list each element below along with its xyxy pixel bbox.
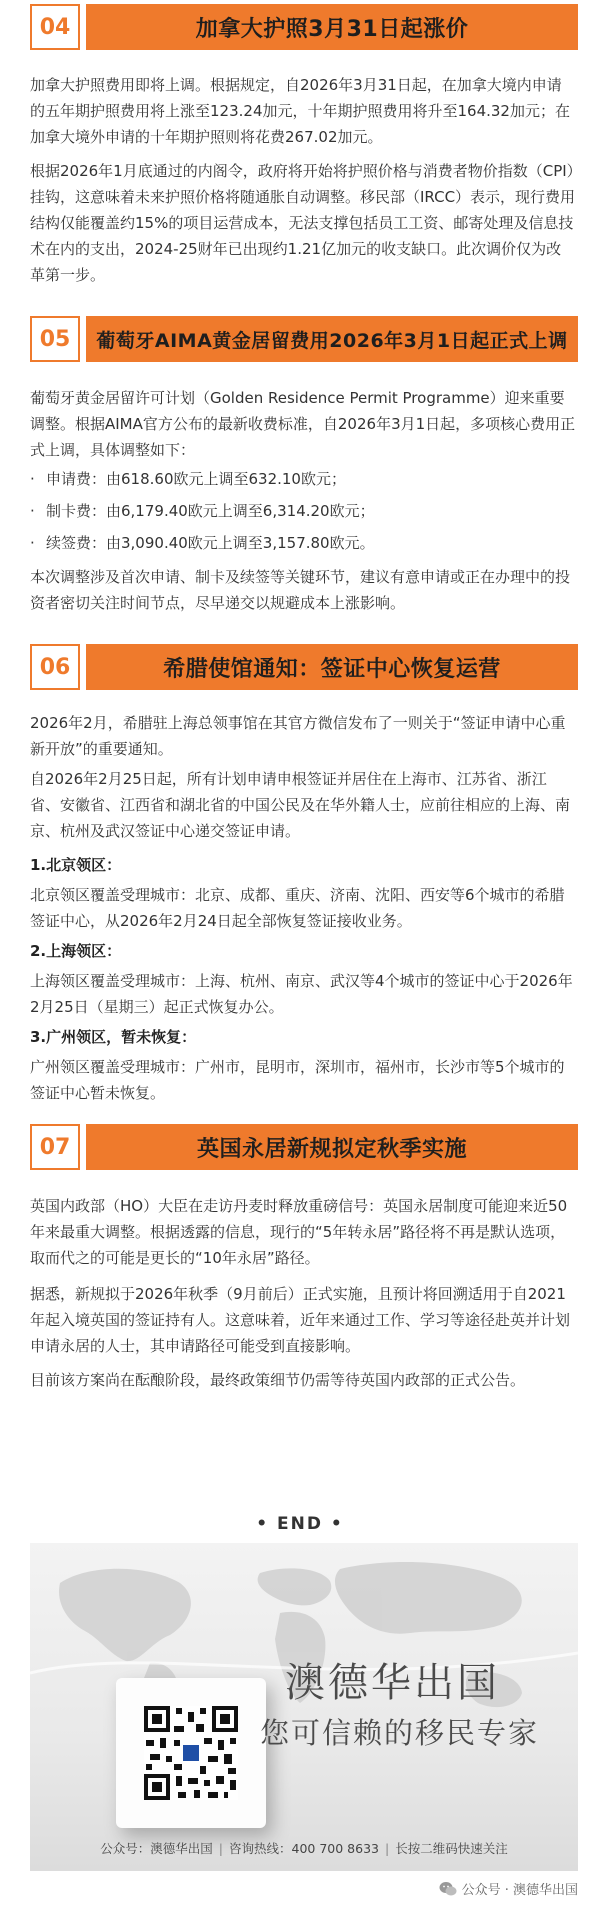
section-header-05 <box>30 316 578 362</box>
subheading: 3.广州领区，暂未恢复： <box>30 1028 197 1046</box>
logo-icon <box>183 1745 199 1761</box>
list-item-text: 制卡费：由6,179.40欧元上调至6,314.20欧元； <box>46 502 375 520</box>
paragraph: 本次调整涉及首次申请、制卡及续签等关键环节，建议有意申请或正在办理中的投资者密切关注时间节点，尽早递交以规避成本上涨影响。 <box>30 568 571 612</box>
brand-name: 澳德华出国 <box>285 1660 500 1706</box>
hotline-text: 咨询热线：400 700 8633 <box>229 1841 379 1856</box>
list-item-text: 续签费：由3,090.40欧元上调至3,157.80欧元。 <box>46 534 375 552</box>
section-number: 06 <box>30 644 80 690</box>
qr-code-icon <box>144 1706 238 1800</box>
end-marker: • END • <box>256 1514 344 1534</box>
section-number: 04 <box>30 4 80 50</box>
section-number: 07 <box>30 1124 80 1170</box>
section-number: 05 <box>30 316 80 362</box>
paragraph: 加拿大护照费用即将上调。根据规定，自2026年3月31日起，在加拿大境内申请的五年期护照费用将上涨至123.24加元，十年期护照费用将升至164.32加元；在加拿大境外申请的十年期护照则将花费267.02加元。 <box>30 76 570 146</box>
promo-banner <box>30 1543 578 1871</box>
subheading: 2.上海领区： <box>30 942 122 960</box>
paragraph: 2026年2月，希腊驻上海总领事馆在其官方微信发布了一则关于“签证申请中心重新开放”的重要通知。 <box>30 714 566 758</box>
list-item: · 制卡费：由6,179.40欧元上调至6,314.20欧元； <box>30 502 375 520</box>
paragraph: 自2026年2月25日起，所有计划申请申根签证并居住在上海市、江苏省、浙江省、安徽省、江西省和湖北省的中国公民及在华外籍人士，应前往相应的上海、南京、杭州及武汉签证中心递交签证申请。 <box>30 770 571 840</box>
paragraph: 根据2026年1月底通过的内阁令，政府将开始将护照价格与消费者物价指数（CPI）挂钩，这意味着未来护照价格将随通胀自动调整。移民部（IRCC）表示，现行费用结构仅能覆盖约15%的项目运营成本，无法支撑包括员工工资、邮寄处理及信息技术在内的支出，2024-25财年已出现约1.21亿加元的收支缺口。此次调价仅为改革第一步。 <box>30 162 576 284</box>
paragraph: 目前该方案尚在酝酿阶段，最终政策细节仍需等待英国内政部的正式公告。 <box>30 1371 526 1389</box>
section-title: 希腊使馆通知：签证中心恢复运营 <box>86 644 578 690</box>
section-title: 葡萄牙AIMA黄金居留费用2026年3月1日起正式上调 <box>86 316 578 362</box>
scan-tip-text: 长按二维码快速关注 <box>395 1841 508 1856</box>
qr-code-card <box>116 1678 266 1828</box>
official-account-text: 公众号：澳德华出国 <box>100 1841 213 1856</box>
section-title: 加拿大护照3月31日起涨价 <box>86 4 578 50</box>
section-header-07 <box>30 1124 578 1170</box>
section-title: 英国永居新规拟定秋季实施 <box>86 1124 578 1170</box>
wechat-icon <box>439 1881 457 1897</box>
wechat-account-footer[interactable] <box>439 1879 578 1898</box>
paragraph: 英国内政部（HO）大臣在走访丹麦时释放重磅信号：英国永居制度可能迎来近50年来最重大调整。根据透露的信息，现行的“5年转永居”路径将不再是默认选项，取而代之的可能是更长的“10年永居”路径。 <box>30 1197 568 1267</box>
paragraph: 葡萄牙黄金居留许可计划（Golden Residence Permit Programme）迎来重要调整。根据AIMA官方公布的最新收费标准，自2026年3月1日起，多项核心费用正式上调，具体调整如下： <box>30 389 576 459</box>
paragraph: 上海领区覆盖受理城市：上海、杭州、南京、武汉等4个城市的签证中心于2026年2月25日（星期三）起正式恢复办公。 <box>30 972 573 1016</box>
banner-footer: 公众号：澳德华出国 | 咨询热线：400 700 8633 | 长按二维码快速关注 <box>100 1841 508 1856</box>
section-header-04 <box>30 4 578 50</box>
wechat-account-name: 公众号 · 澳德华出国 <box>461 1883 578 1898</box>
list-item-text: 申请费：由618.60欧元上调至632.10欧元； <box>46 470 346 488</box>
list-item: · 续签费：由3,090.40欧元上调至3,157.80欧元。 <box>30 534 375 552</box>
paragraph: 北京领区覆盖受理城市：北京、成都、重庆、济南、沈阳、西安等6个城市的希腊签证中心，从2026年2月24日起全部恢复签证接收业务。 <box>30 886 565 930</box>
list-item: · 申请费：由618.60欧元上调至632.10欧元； <box>30 470 346 488</box>
section-header-06 <box>30 644 578 690</box>
paragraph: 广州领区覆盖受理城市：广州市，昆明市，深圳市，福州市，长沙市等5个城市的签证中心暂未恢复。 <box>30 1058 565 1102</box>
subheading: 1.北京领区： <box>30 856 122 874</box>
paragraph: 据悉，新规拟于2026年秋季（9月前后）正式实施，且预计将回溯适用于自2021年起入境英国的签证持有人。这意味着，近年来通过工作、学习等途径赴英并计划申请永居的人士，其申请路径可能受到直接影响。 <box>30 1285 571 1355</box>
brand-slogan: 您可信赖的移民专家 <box>260 1716 540 1750</box>
